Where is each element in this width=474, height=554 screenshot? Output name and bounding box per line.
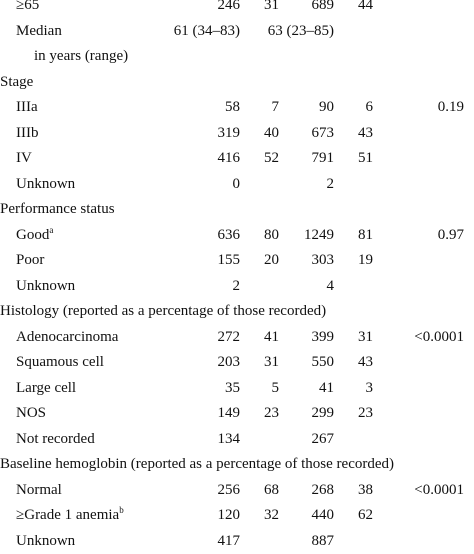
row-label xyxy=(16,349,104,375)
row-label xyxy=(0,451,394,477)
group1-count-cell: 246 xyxy=(217,0,240,13)
group1-percent-cell: 23 xyxy=(264,405,279,421)
group2-count-cell: 268 xyxy=(311,481,334,498)
group1-count-cell: 134 xyxy=(217,430,240,447)
table-row xyxy=(0,375,474,401)
row-label-text: Stage xyxy=(0,73,34,90)
row-label xyxy=(16,324,118,350)
row-label xyxy=(16,171,75,197)
group2-percent-cell: 81 xyxy=(358,226,373,243)
group1-count-cell: 319 xyxy=(217,124,240,141)
group2-count-cell: 303 xyxy=(311,252,334,268)
group2-percent-cell: 38 xyxy=(358,481,373,498)
p-value-cell: <0.0001 xyxy=(414,328,464,345)
table-row xyxy=(0,222,474,248)
group1-percent-cell: 7 xyxy=(271,99,279,115)
group2-percent-cell: 3 xyxy=(365,379,373,396)
group1-count-cell: 2 xyxy=(232,277,240,294)
group2-count-cell: 689 xyxy=(311,0,334,13)
group1-percent-cell: 31 xyxy=(264,354,279,370)
row-label xyxy=(16,528,75,554)
row-label-text: Good xyxy=(16,226,50,243)
p-value-cell: <0.0001 xyxy=(414,481,464,498)
group2-count-cell: 791 xyxy=(311,150,334,166)
group1-count-cell: 120 xyxy=(217,507,240,523)
group1-percent-cell: 31 xyxy=(264,0,279,13)
group2-percent-cell: 44 xyxy=(358,0,373,13)
group2-count-cell: 887 xyxy=(311,532,334,549)
group1-percent-cell: 20 xyxy=(264,252,279,268)
section-header-row xyxy=(0,451,474,477)
row-label-text: Unknown xyxy=(16,532,76,549)
row-label xyxy=(16,502,124,528)
row-label xyxy=(16,94,38,120)
row-label-text: Baseline hemoglobin (reported as a percentage of those recorded) xyxy=(0,456,394,472)
footnote-marker: b xyxy=(119,505,124,515)
row-label xyxy=(0,298,326,324)
table-row xyxy=(0,94,474,120)
row-label-text: NOS xyxy=(16,405,47,421)
group1-count-cell: 149 xyxy=(217,405,240,421)
group2-count-cell: 267 xyxy=(311,430,334,447)
row-label-text: Large cell xyxy=(16,379,77,396)
group1-percent-cell: 32 xyxy=(264,507,279,523)
group1-percent-cell: 41 xyxy=(264,328,279,345)
group2-count-cell: 399 xyxy=(311,328,334,345)
group2-percent-cell: 43 xyxy=(358,124,373,141)
group2-percent-cell: 19 xyxy=(358,252,373,268)
group1-percent-cell: 68 xyxy=(264,481,279,498)
group1-count-cell: 272 xyxy=(217,328,240,345)
row-label-text: Adenocarcinoma xyxy=(16,328,119,345)
group1-count-cell: 636 xyxy=(217,226,240,243)
table-row xyxy=(0,145,474,171)
row-label-text: in years (range) xyxy=(34,48,129,64)
group1-percent-cell: 52 xyxy=(264,150,279,166)
p-value-cell: 0.97 xyxy=(437,226,464,243)
table-row xyxy=(0,349,474,375)
row-label-text: Not recorded xyxy=(16,430,95,447)
row-label xyxy=(16,0,39,18)
group2-percent-cell: 6 xyxy=(365,99,373,115)
table-row xyxy=(0,273,474,299)
table-row xyxy=(0,426,474,452)
table-row xyxy=(0,43,474,69)
group2-count-cell: 63 (23–85) xyxy=(267,22,334,39)
group2-count-cell: 4 xyxy=(326,277,334,294)
group1-count-cell: 35 xyxy=(225,379,240,396)
table-row xyxy=(0,171,474,197)
group1-count-cell: 203 xyxy=(217,354,240,370)
row-label xyxy=(34,43,128,69)
group1-count-cell: 256 xyxy=(217,481,240,498)
table-row xyxy=(0,400,474,426)
row-label-text: IIIa xyxy=(16,99,38,115)
table-row xyxy=(0,528,474,554)
table-row xyxy=(0,247,474,273)
row-label xyxy=(16,247,44,273)
group2-count-cell: 1249 xyxy=(304,226,334,243)
row-label-text: Squamous cell xyxy=(16,354,104,370)
row-label xyxy=(16,120,39,146)
group2-percent-cell: 43 xyxy=(358,354,373,370)
row-label xyxy=(16,18,62,44)
row-label-text: Unknown xyxy=(16,277,76,294)
section-header-row xyxy=(0,69,474,95)
row-label xyxy=(16,145,32,171)
p-value-cell: 0.19 xyxy=(437,99,464,115)
group1-count-cell: 61 (34–83) xyxy=(173,22,240,39)
table-row xyxy=(0,18,474,44)
row-label-text: ≥65 xyxy=(16,0,40,13)
group2-percent-cell: 31 xyxy=(358,328,373,345)
table-row xyxy=(0,324,474,350)
row-label-text: Unknown xyxy=(16,175,76,192)
row-label-text: IIIb xyxy=(16,124,39,141)
row-label-text: Poor xyxy=(16,252,45,268)
group2-count-cell: 673 xyxy=(311,124,334,141)
group1-count-cell: 417 xyxy=(217,532,240,549)
row-label-text: Histology (reported as a percentage of those recorded) xyxy=(0,303,327,319)
row-label xyxy=(16,477,62,503)
row-label-text: Median xyxy=(16,22,62,39)
row-label xyxy=(16,426,95,452)
table-row xyxy=(0,502,474,528)
group1-percent-cell: 80 xyxy=(264,226,279,243)
group1-count-cell: 155 xyxy=(217,252,240,268)
group1-percent-cell: 40 xyxy=(264,124,279,141)
group2-count-cell: 440 xyxy=(311,507,334,523)
group2-count-cell: 41 xyxy=(319,379,334,396)
row-label xyxy=(16,375,76,401)
row-label-text: ≥Grade 1 anemia xyxy=(16,507,120,523)
group1-count-cell: 0 xyxy=(232,175,240,192)
group2-percent-cell: 51 xyxy=(358,150,373,166)
group2-count-cell: 299 xyxy=(311,405,334,421)
group2-count-cell: 2 xyxy=(326,175,334,192)
group1-count-cell: 58 xyxy=(225,99,240,115)
section-header-row xyxy=(0,196,474,222)
table-row xyxy=(0,0,474,18)
group1-count-cell: 416 xyxy=(217,150,240,166)
row-label xyxy=(16,400,46,426)
footnote-marker: a xyxy=(49,224,54,235)
group2-percent-cell: 23 xyxy=(358,405,373,421)
section-header-row xyxy=(0,298,474,324)
row-label xyxy=(0,196,115,222)
row-label xyxy=(0,69,33,95)
group2-count-cell: 550 xyxy=(311,354,334,370)
row-label xyxy=(16,273,75,299)
table-row xyxy=(0,120,474,146)
row-label-text: IV xyxy=(16,150,32,166)
row-label xyxy=(16,222,53,248)
table-row xyxy=(0,477,474,503)
row-label-text: Normal xyxy=(16,481,62,498)
group1-percent-cell: 5 xyxy=(271,379,279,396)
group2-count-cell: 90 xyxy=(319,99,334,115)
row-label-text: Performance status xyxy=(0,201,115,217)
group2-percent-cell: 62 xyxy=(358,507,373,523)
